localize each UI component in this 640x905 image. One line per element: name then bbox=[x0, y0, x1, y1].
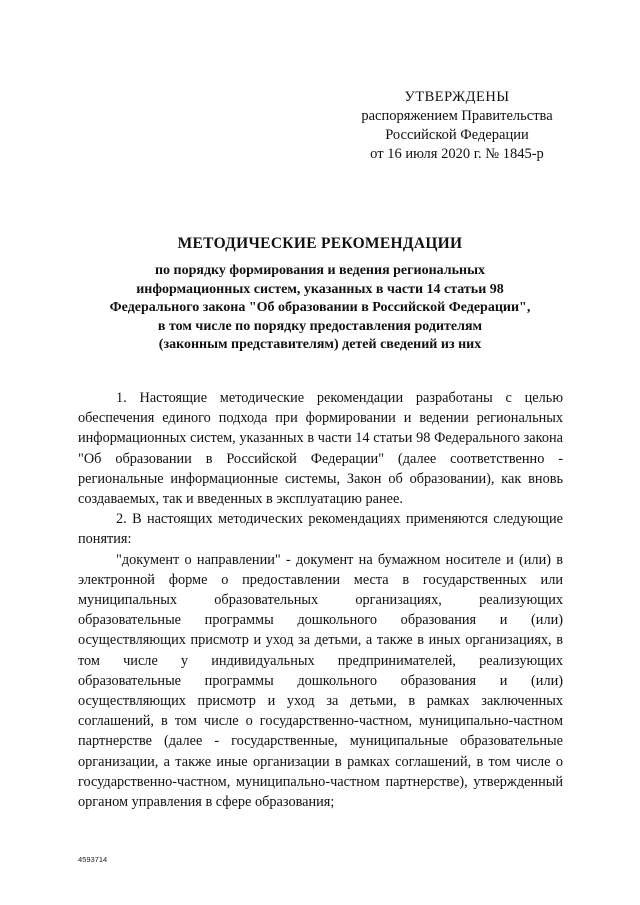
paragraph: 2. В настоящих методических рекомендациях применяются следующие понятия: bbox=[78, 511, 563, 548]
subtitle-line: Федерального закона "Об образовании в Российской Федерации", bbox=[109, 300, 531, 315]
approval-line: распоряжением Правительства bbox=[361, 108, 553, 124]
document-body bbox=[78, 388, 563, 812]
approval-date: от 16 июля 2020 г. № 1845-р bbox=[370, 146, 544, 162]
document-subtitle bbox=[75, 262, 565, 355]
subtitle-line: в том числе по порядку предоставления родителям bbox=[157, 318, 483, 334]
subtitle-line: информационных систем, указанных в части 14 статьи 98 bbox=[136, 281, 504, 297]
approval-line: Российской Федерации bbox=[385, 127, 529, 143]
subtitle-line: по порядку формирования и ведения региональных bbox=[154, 263, 486, 278]
document-title: МЕТОДИЧЕСКИЕ РЕКОМЕНДАЦИИ bbox=[177, 235, 463, 252]
approval-stamp bbox=[352, 88, 562, 164]
subtitle-line: (законным представителям) детей сведений из них bbox=[158, 337, 482, 352]
approval-heading: УТВЕРЖДЕНЫ bbox=[404, 89, 510, 105]
paragraph: 1. Настоящие методические рекомендации разработаны с целью обеспечения единого подхода при формировании и ведении региональных информационных систем, указанных в части 14 статьи 98 Федерального закона "Об образовании в Российской Федерации" (далее соответственно - региональные информационные системы, Закон об образовании), как вновь создаваемых, так и введенных в эксплуатацию ранее. bbox=[78, 390, 563, 508]
document-code: 4593714 bbox=[78, 855, 108, 864]
paragraph: "документ о направлении" - документ на бумажном носителе и (или) в электронной форме о предоставлении места в государственных или муниципальных образовательных организациях, реализующих образовательные программы дошкольного образования и (или) осуществляющих присмотр и уход за детьми, а также в иных организациях, в том числе у индивидуальных предпринимателей, реализующих образовательные программы дошкольного образования и (или) осуществляющих присмотр и уход за детьми, в рамках заключенных соглашений, в том числе о государственно-частном, муниципально-частном партнерстве (далее - государственные, муниципальные образовательные организации, а также иные организации в рамках соглашений, в том числе о государственно-частном, муниципально-частном партнерстве), утвержденный органом управления в сфере образования; bbox=[78, 551, 563, 811]
